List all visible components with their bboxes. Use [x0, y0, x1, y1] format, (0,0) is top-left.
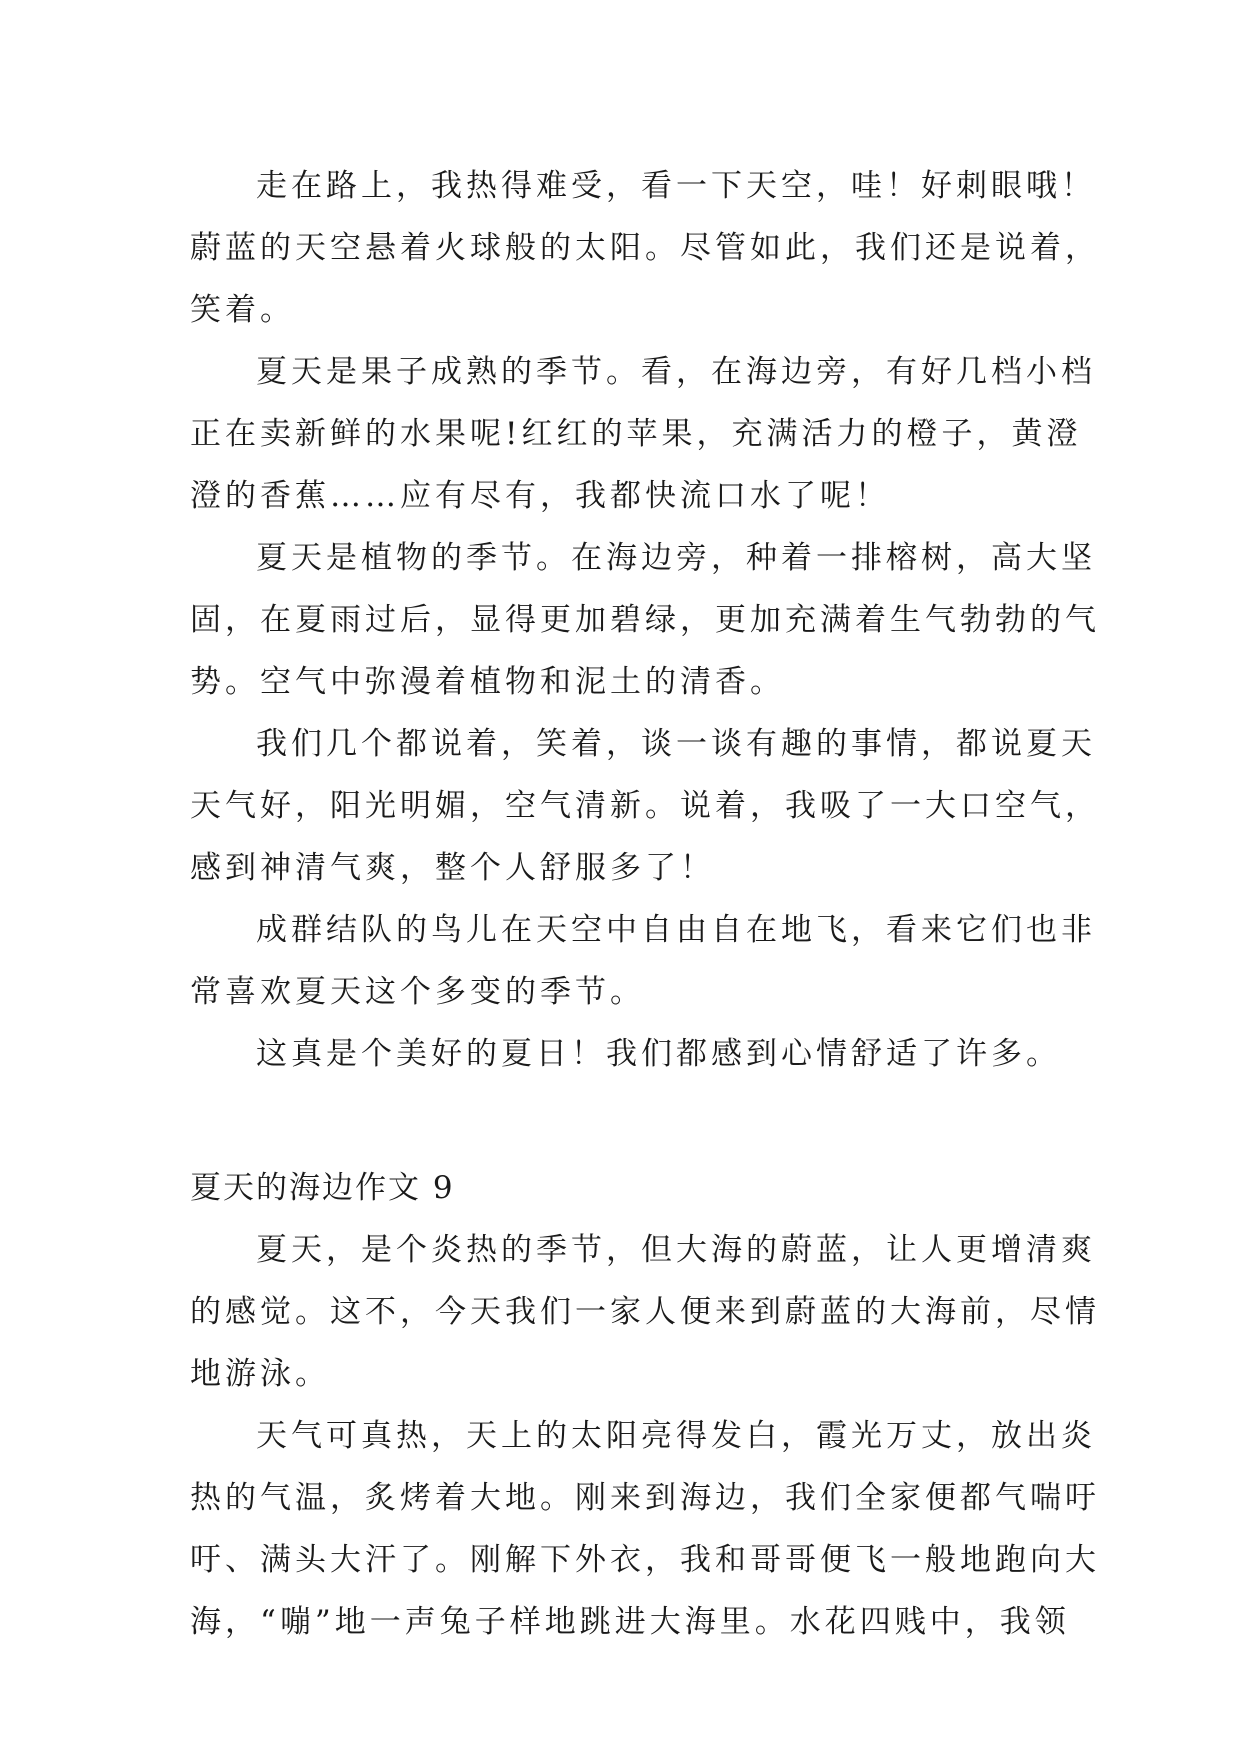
text-line: 海，“嘣”地一声兔子样地跳进大海里。水花四贱中，我领: [190, 1604, 1070, 1640]
document-body: [190, 155, 1100, 1653]
text-line: 地游泳。: [190, 1356, 330, 1392]
text-line: 这真是个美好的夏日！我们都感到心情舒适了许多。: [256, 1036, 1061, 1072]
text-line: 感到神清气爽，整个人舒服多了！: [190, 850, 715, 886]
blank-space: [190, 1085, 1060, 1157]
text-line: 我们几个都说着，笑着，谈一谈有趣的事情，都说夏天: [256, 726, 1096, 762]
text-line: 蔚蓝的天空悬着火球般的太阳。尽管如此，我们还是说着，: [190, 230, 1100, 266]
text-line: 固，在夏雨过后，显得更加碧绿，更加充满着生气勃勃的气: [190, 602, 1100, 638]
text-line: 夏天，是个炎热的季节，但大海的蔚蓝，让人更增清爽: [256, 1232, 1096, 1268]
text-line: 常喜欢夏天这个多变的季节。: [190, 974, 645, 1010]
text-line: 笑着。: [190, 292, 295, 328]
text-line: 热的气温，炙烤着大地。刚来到海边，我们全家便都气喘吁: [190, 1480, 1100, 1516]
text-line: 澄的香蕉……应有尽有，我都快流口水了呢！: [190, 478, 890, 514]
section-heading: 夏天的海边作文 9: [190, 1170, 455, 1206]
text-line: 成群结队的鸟儿在天空中自由自在地飞，看来它们也非: [256, 912, 1096, 948]
text-line: 势。空气中弥漫着植物和泥土的清香。: [190, 664, 785, 700]
text-line: 天气好，阳光明媚，空气清新。说着，我吸了一大口空气，: [190, 788, 1100, 824]
text-line: 吁、满头大汗了。刚解下外衣，我和哥哥便飞一般地跑向大: [190, 1542, 1100, 1578]
text-line: 正在卖新鲜的水果呢!红红的苹果，充满活力的橙子，黄澄: [190, 416, 1082, 452]
text-line: 的感觉。这不，今天我们一家人便来到蔚蓝的大海前，尽情: [190, 1294, 1100, 1330]
text-line: 走在路上，我热得难受，看一下天空，哇！好刺眼哦！: [256, 168, 1096, 204]
text-line: 夏天是果子成熟的季节。看，在海边旁，有好几档小档: [256, 354, 1096, 390]
text-line: 夏天是植物的季节。在海边旁，种着一排榕树，高大坚: [256, 540, 1096, 576]
text-line: 天气可真热，天上的太阳亮得发白，霞光万丈，放出炎: [256, 1418, 1096, 1454]
